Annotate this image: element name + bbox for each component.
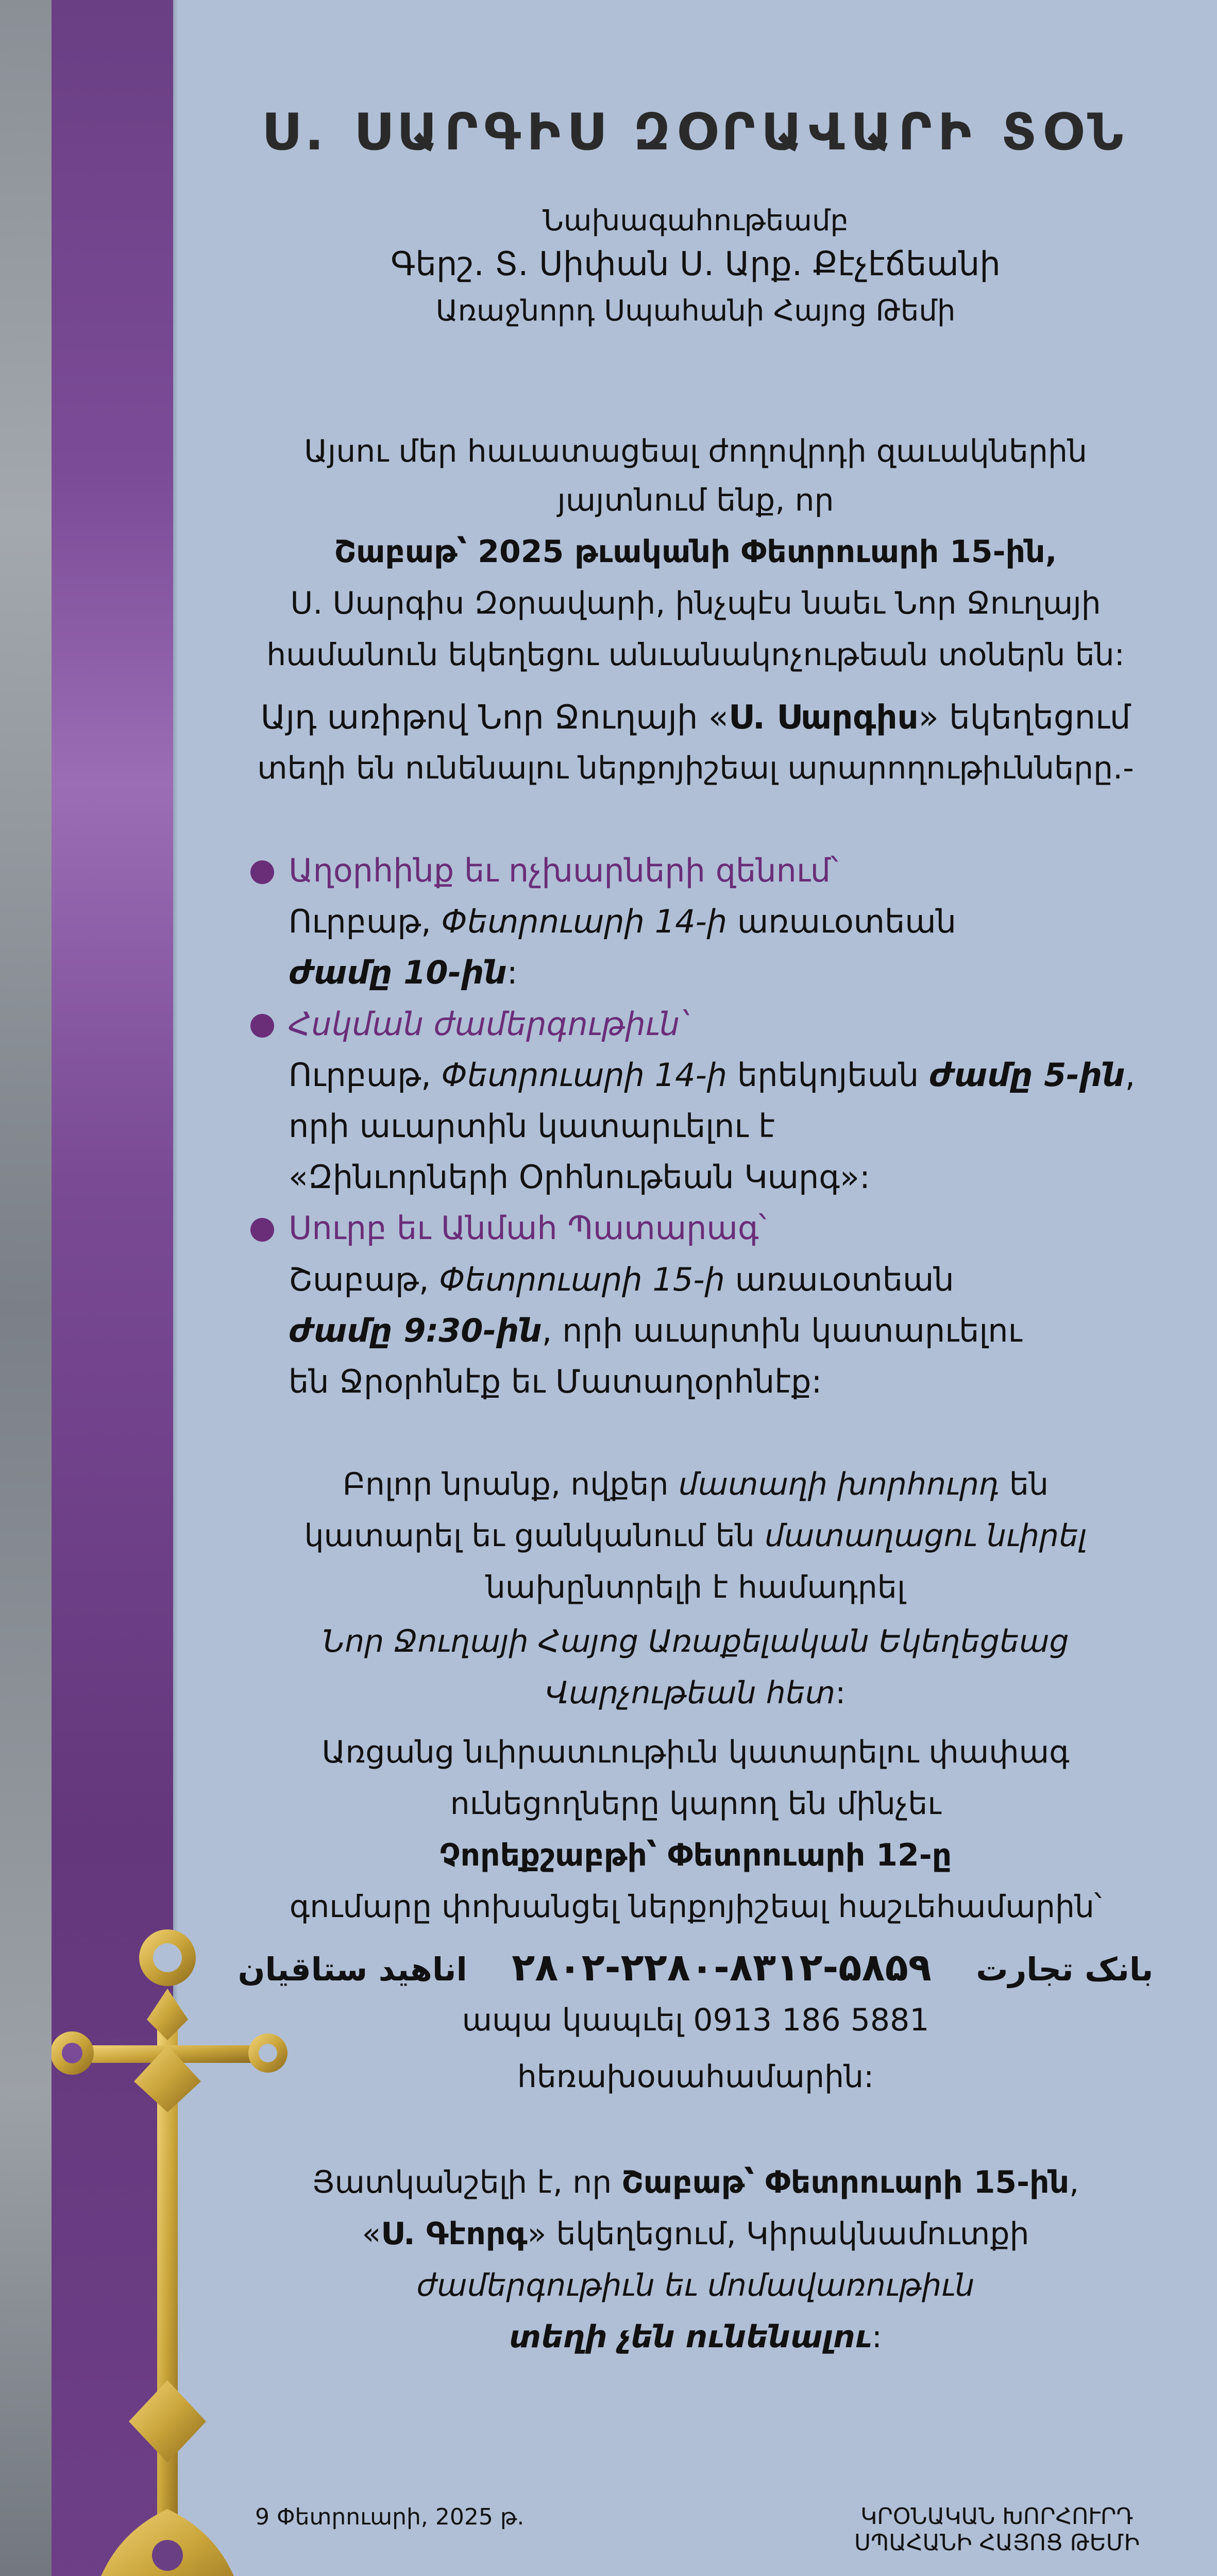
- notice-line-4: տեղի չեն ունենալու:: [509, 2319, 882, 2355]
- footer-signature: [854, 2504, 1140, 2556]
- event-heading-2: Հսկման ժամերգութիւն՝: [289, 998, 1164, 1049]
- event-2-date: Ուրբաթ, Փետրուարի 14-ի երեկոյեան ժամը 5-ին,: [289, 1056, 1136, 1094]
- footer-date: 9 Փետրուարի, 2025 թ.: [255, 2504, 525, 2530]
- event-2-line-3: «Զինւորների Օրհնութեան Կարգ»:: [289, 1158, 870, 1196]
- intro-line-1: Այսու մեր հաւատացեալ ժողովրդի զաւակներին: [303, 433, 1088, 469]
- bullet-dot-icon: [250, 1014, 274, 1038]
- intro-line-2: յայտնում ենք, որ: [557, 482, 834, 518]
- event-heading-1: Աղօրհինք եւ ոչխարների զենում՝: [289, 845, 1164, 896]
- event-3-date: Շաբաթ, Փետրուարի 15-ի առաւօտեան: [289, 1260, 954, 1298]
- donation-line-7: ունեցողները կարող են մինչեւ: [450, 1786, 941, 1822]
- event-3-time: ժամը 9:30-ին, որի աւարտին կատարւելու: [289, 1311, 1022, 1349]
- bullet-dot-icon: [250, 860, 274, 884]
- event-1-time: ժամը 10-ին:: [289, 954, 518, 992]
- donation-line-5: Վարչութեան հետ:: [545, 1675, 846, 1711]
- intro-date-line: Շաբաթ՝ 2025 թւականի Փետրուարի 15-ին,: [334, 534, 1057, 570]
- bishop-name: Գերշ. Տ. Սիփան Ս. Արք. Քէչէճեանի: [391, 245, 1001, 283]
- notice-line-3: ժամերգութիւն եւ մոմավառութիւն: [416, 2267, 975, 2303]
- donation-line-2: կատարել եւ ցանկանում են մատաղացու նւիրել: [304, 1518, 1087, 1554]
- donation-line-1: Բոլոր նրանք, ովքեր մատաղի խորհուրդ են: [343, 1466, 1049, 1502]
- grey-fabric-strip: [0, 0, 52, 2576]
- intro-line-7: տեղի են ունենալու ներքոյիշեալ արարողութիւնները.-: [257, 750, 1134, 786]
- event-1-date: Ուրբաթ, Փետրուարի 14-ի առաւօտեան: [289, 903, 956, 941]
- account-number: ۵۸۵۹-۸۳۱۲-۲۲۸۰-۲۸۰۲: [512, 1945, 932, 1990]
- donation-line-6: Առցանց նւիրատւութիւն կատարելու փափագ: [322, 1734, 1070, 1770]
- account-holder: اناهید ستاقیان: [238, 1951, 467, 1988]
- event-list: [289, 845, 1164, 1407]
- event-3-line-3: են Ջրօրհնէք եւ Մատաղօրհնէք:: [289, 1362, 822, 1400]
- footer-org-line-1: ԿՐՕՆԱԿԱՆ ԽՈՐՀՈՒՐԴ: [860, 2503, 1134, 2530]
- intro-line-5: համանուն եկեղեցու անւանակոչութեան տօներն են:: [266, 637, 1125, 673]
- page-title: Ս. ՍԱՐԳԻՍ ԶՕՐԱՎԱՐԻ ՏՕՆ: [261, 103, 1130, 162]
- presided-label: Նախագահութեամբ: [543, 204, 849, 238]
- footer-org-line-2: ՍՊԱՀԱՆԻ ՀԱՅՈՑ ԹԵՄԻ: [854, 2529, 1140, 2556]
- notice-line-2: «Ս. Գէորգ» եկեղեցում, Կիրակնամուտքի: [362, 2216, 1029, 2252]
- bank-account-line: [206, 1945, 1185, 1991]
- diocese-line: Առաջնորդ Սպահանի Հայոց Թեմի: [435, 294, 956, 328]
- donation-line-12: հեռախօսահամարին:: [517, 2059, 874, 2095]
- donation-line-4: Նոր Ջուղայի Հայոց Առաքելական Եկեղեցեաց: [322, 1623, 1069, 1659]
- bank-name: بانک تجارت: [976, 1951, 1154, 1988]
- donation-line-3: նախընտրելի է համադրել: [485, 1569, 906, 1605]
- phone-line: ապա կապւել 0913 186 5881: [462, 2002, 929, 2038]
- deadline-line: Չորեքշաբթի՝ Փետրուարի 12-ը: [439, 1837, 952, 1873]
- event-2-line-2: որի աւարտին կատարւելու է: [289, 1107, 775, 1145]
- intro-line-4: Ս. Սարգիս Զօրավարի, ինչպէս նաեւ Նոր Ջուղայի: [290, 585, 1101, 621]
- notice-line-1: Յատկանշելի է, որ Շաբաթ՝ Փետրուարի 15-ին,: [312, 2164, 1079, 2200]
- donation-line-9: գումարը փոխանցել ներքոյիշեալ հաշւեհամարին՝: [289, 1889, 1102, 1925]
- bullet-dot-icon: [250, 1218, 274, 1242]
- intro-line-6: Այդ առիթով Նոր Ջուղայի «Ս. Սարգիս» եկեղեցում: [260, 699, 1131, 737]
- event-heading-3: Սուրբ եւ Անմահ Պատարագ՝: [289, 1202, 1164, 1253]
